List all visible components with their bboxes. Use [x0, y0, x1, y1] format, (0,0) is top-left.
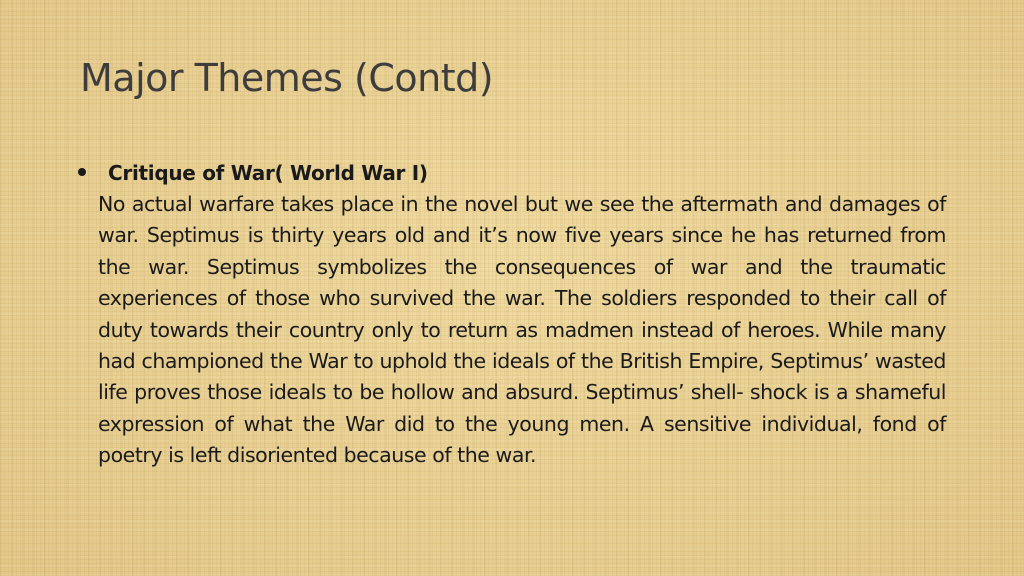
bullet-body-text: No actual warfare takes place in the novel but we see the aftermath and damages of war. Septimus is thirty years old and it’s now five years since he has returned from the war. Septimus symbolizes the consequences of war and the traumatic experiences of those who survived the war. The soldiers responded to their call of duty towards their country only to return as madmen instead of heroes. While many had championed the War to uphold the ideals of the British Empire, Septimus’ wasted life proves those ideals to be hollow and absurd. Septimus’ shell- shock is a shameful expression of what the War did to the young men. A sensitive individual, fond of poetry is left disoriented because of the war. [98, 192, 946, 468]
bullet-item [78, 158, 946, 189]
bullet-text [108, 158, 428, 189]
slide-title: Major Themes (Contd) [80, 56, 494, 100]
slide-content [78, 158, 946, 472]
bullet-heading: Critique of War( World War I) [108, 161, 428, 185]
bullet-dot-icon [78, 168, 86, 176]
